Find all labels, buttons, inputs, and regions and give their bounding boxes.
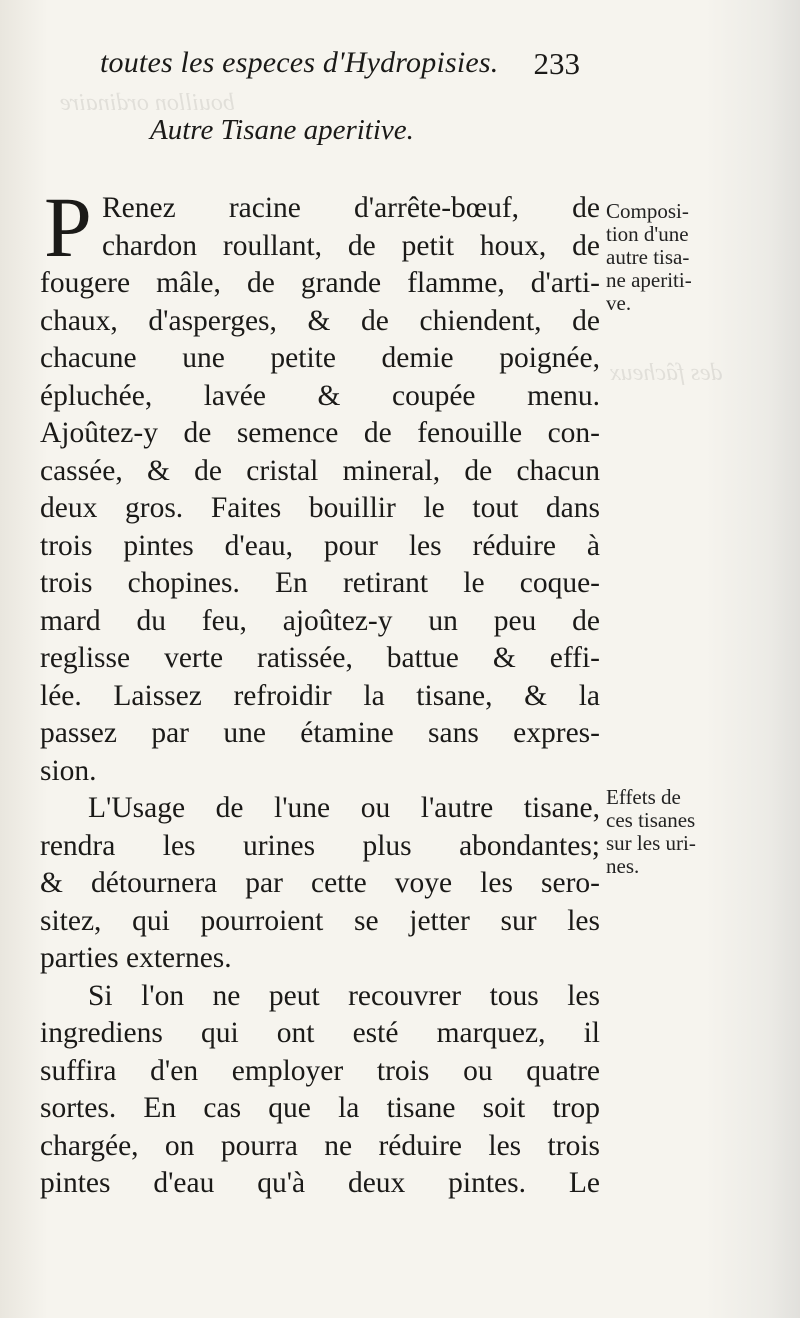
text-line: reglisse verte ratissée, battue & effi- <box>40 642 600 674</box>
margin-note-line: sur les uri- <box>606 831 696 855</box>
text-line: épluchée, lavée & coupée menu. <box>40 379 600 412</box>
margin-note-line: Effets de <box>606 785 681 809</box>
margin-note-line: nes. <box>606 854 640 878</box>
body-text <box>40 179 600 1203</box>
text-line: Si l'on ne peut recouvrer tous les <box>88 979 600 1012</box>
drop-cap: P <box>44 179 92 275</box>
text-line: suffira d'en employer trois ou quatre <box>40 1054 600 1087</box>
section-title: Autre Tisane aperitive. <box>150 114 414 146</box>
text-line: fougere mâle, de grande flamme, d'arti- <box>40 267 600 299</box>
text-line: trois pintes d'eau, pour les réduire à <box>40 529 600 562</box>
text-line: Ajoûtez-y de semence de fenouille con- <box>40 417 600 449</box>
page-header <box>100 46 580 86</box>
page-number: 233 <box>533 46 580 81</box>
margin-note-line: Composi- <box>606 199 689 223</box>
text-line: & détournera par cette voye les sero- <box>40 867 600 899</box>
running-head: toutes les especes d'Hydropisies. <box>100 46 499 79</box>
text-line: chacune une petite demie poignée, <box>40 342 600 374</box>
margin-note-line: ne aperiti- <box>606 268 692 292</box>
text-line: lée. Laissez refroidir la tisane, & la <box>40 679 600 712</box>
margin-note-line: autre tisa- <box>606 245 690 269</box>
text-line: L'Usage de l'une ou l'autre tisane, <box>88 792 600 824</box>
text-line: rendra les urines plus abondantes; <box>40 829 600 862</box>
margin-note-line: ces tisanes <box>606 808 696 832</box>
text-line: sitez, qui pourroient se jetter sur les <box>40 904 600 937</box>
text-line: trois chopines. En retirant le coque- <box>40 567 600 599</box>
text-line: pintes d'eau qu'à deux pintes. Le <box>40 1167 600 1199</box>
text-line: Renez racine d'arrête-bœuf, de <box>102 192 600 224</box>
text-line: parties externes. <box>40 942 232 974</box>
text-line: sortes. En cas que la tisane soit trop <box>40 1092 600 1124</box>
text-line: chargée, on pourra ne réduire les trois <box>40 1129 600 1162</box>
text-line: chaux, d'asperges, & de chiendent, de <box>40 304 600 337</box>
margin-note-effects <box>606 786 730 878</box>
text-line: cassée, & de cristal mineral, de chacun <box>40 454 600 487</box>
show-through-text: bouillon ordinaire <box>60 90 235 116</box>
margin-note-composition <box>606 200 726 315</box>
text-line: mard du feu, ajoûtez-y un peu de <box>40 604 600 637</box>
text-line: chardon roullant, de petit houx, de <box>102 229 600 262</box>
text-line: sion. <box>40 754 97 787</box>
show-through-text: des fâcheux <box>610 360 723 386</box>
text-line: deux gros. Faites bouillir le tout dans <box>40 492 600 524</box>
text-line: ingrediens qui ont esté marquez, il <box>40 1017 600 1049</box>
margin-note-line: tion d'une <box>606 222 689 246</box>
margin-note-line: ve. <box>606 291 632 315</box>
text-line: passez par une étamine sans expres- <box>40 717 600 749</box>
